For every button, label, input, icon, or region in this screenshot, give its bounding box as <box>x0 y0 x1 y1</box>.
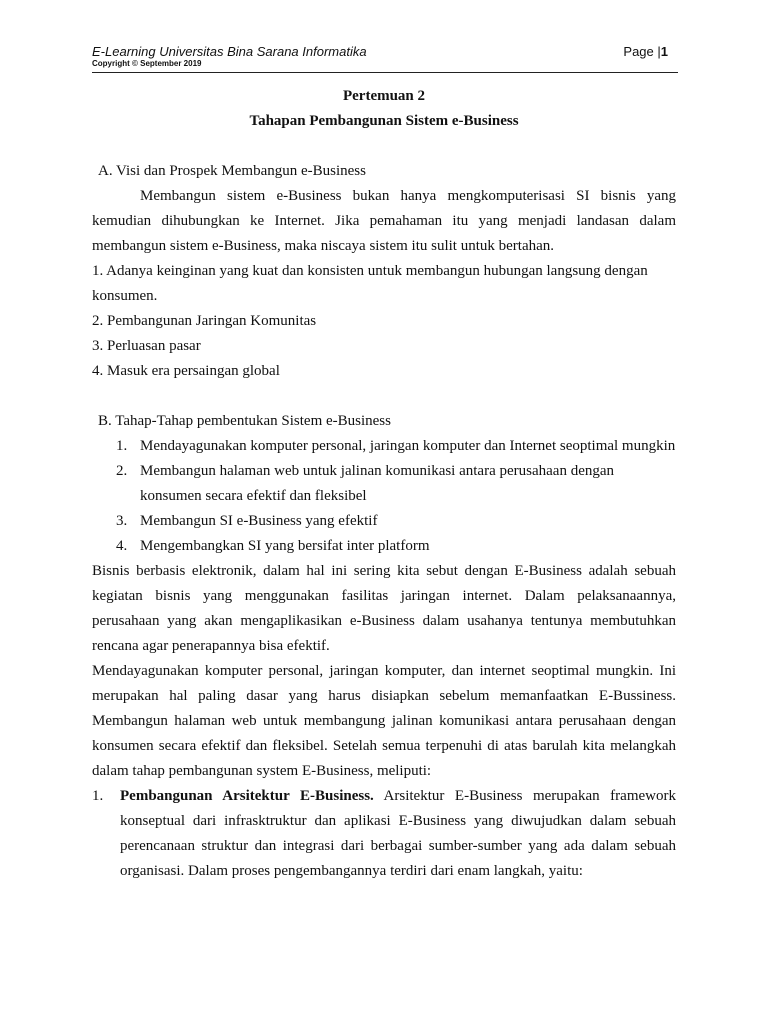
page-indicator <box>623 44 668 59</box>
page-label: Page | <box>623 44 661 59</box>
list-item <box>92 509 676 534</box>
section-b-heading: B. Tahap-Tahap pembentukan Sistem e-Business <box>98 413 391 429</box>
step-number: 1. <box>92 788 104 804</box>
list-text: Mengembangkan SI yang bersifat inter platform <box>140 538 430 554</box>
list-item <box>92 434 676 459</box>
section-a-point: 2. Pembangunan Jaringan Komunitas <box>92 313 317 329</box>
document-title: Tahapan Pembangunan Sistem e-Business <box>249 113 519 129</box>
section-b-list <box>92 434 676 559</box>
list-text: Mendayagunakan komputer personal, jaringan komputer dan Internet seoptimal mungkin <box>140 438 676 454</box>
section-a-paragraph: Membangun sistem e-Business bukan hanya mengkomputerisasi SI bisnis yang kemudian dihubungkan ke Internet. Jika pemahaman itu yang menjadi landasan dalam membangun sistem e-Business, maka niscaya sistem itu sulit untuk bertahan. <box>92 188 676 254</box>
document-body <box>92 84 676 884</box>
list-item <box>92 459 676 509</box>
section-b-paragraph-1: Bisnis berbasis elektronik, dalam hal ini sering kita sebut dengan E-Business adalah sebuah kegiatan bisnis yang menggunakan fasilitas jaringan internet. Dalam pelaksanaannya, perusahaan yang akan mengaplikasikan e-Business dalam usahanya tentunya membutuhkan rencana agar penerapannya bisa efektif. <box>92 563 676 654</box>
section-a-point: 4. Masuk era persaingan global <box>92 363 280 379</box>
section-b-paragraph-2: Mendayagunakan komputer personal, jaringan komputer, dan internet seoptimal mungkin. Ini merupakan hal paling dasar yang harus disiapkan sebelum memanfaatkan E-Bussiness. Membangun halaman web untuk membangung jalinan komunikasi antara perusahaan dengan konsumen secara efektif dan fleksibel. Setelah semua terpenuhi di atas barulah kita melangkah dalam tahap pembangunan system E-Business, meliputi: <box>92 663 676 779</box>
list-number: 2. <box>116 463 128 479</box>
list-number: 3. <box>116 513 128 529</box>
step-lead: Pembangunan Arsitektur E-Business. <box>120 788 374 804</box>
page-number: 1 <box>660 44 668 59</box>
list-number: 1. <box>116 438 128 454</box>
step-item <box>92 784 676 884</box>
steps-list <box>92 784 676 884</box>
list-item <box>92 534 676 559</box>
section-a-point: 1. Adanya keinginan yang kuat dan konsisten untuk membangun hubungan langsung dengan konsumen. <box>92 263 648 304</box>
section-a-point: 3. Perluasan pasar <box>92 338 201 354</box>
step-text: Arsitektur E-Business merupakan framework konseptual dari infrasktruktur dan aplikasi E-Business yang diwujudkan dalam sebuah perencanaan struktur dan integrasi dari berbagai sumber-sumber yang ada dalam sebuah organisasi. Dalam proses pengembangannya terdiri dari enam langkah, yaitu: <box>120 788 676 879</box>
copyright: Copyright © September 2019 <box>92 59 202 68</box>
meeting-label: Pertemuan 2 <box>342 88 426 104</box>
header-title: E-Learning Universitas Bina Sarana Informatika <box>92 44 367 59</box>
page-header <box>92 40 678 73</box>
list-text: Membangun halaman web untuk jalinan komunikasi antara perusahaan dengan konsumen secara efektif dan fleksibel <box>140 463 615 504</box>
section-a-heading: A. Visi dan Prospek Membangun e-Business <box>98 163 366 179</box>
list-number: 4. <box>116 538 128 554</box>
list-text: Membangun SI e-Business yang efektif <box>140 513 378 529</box>
